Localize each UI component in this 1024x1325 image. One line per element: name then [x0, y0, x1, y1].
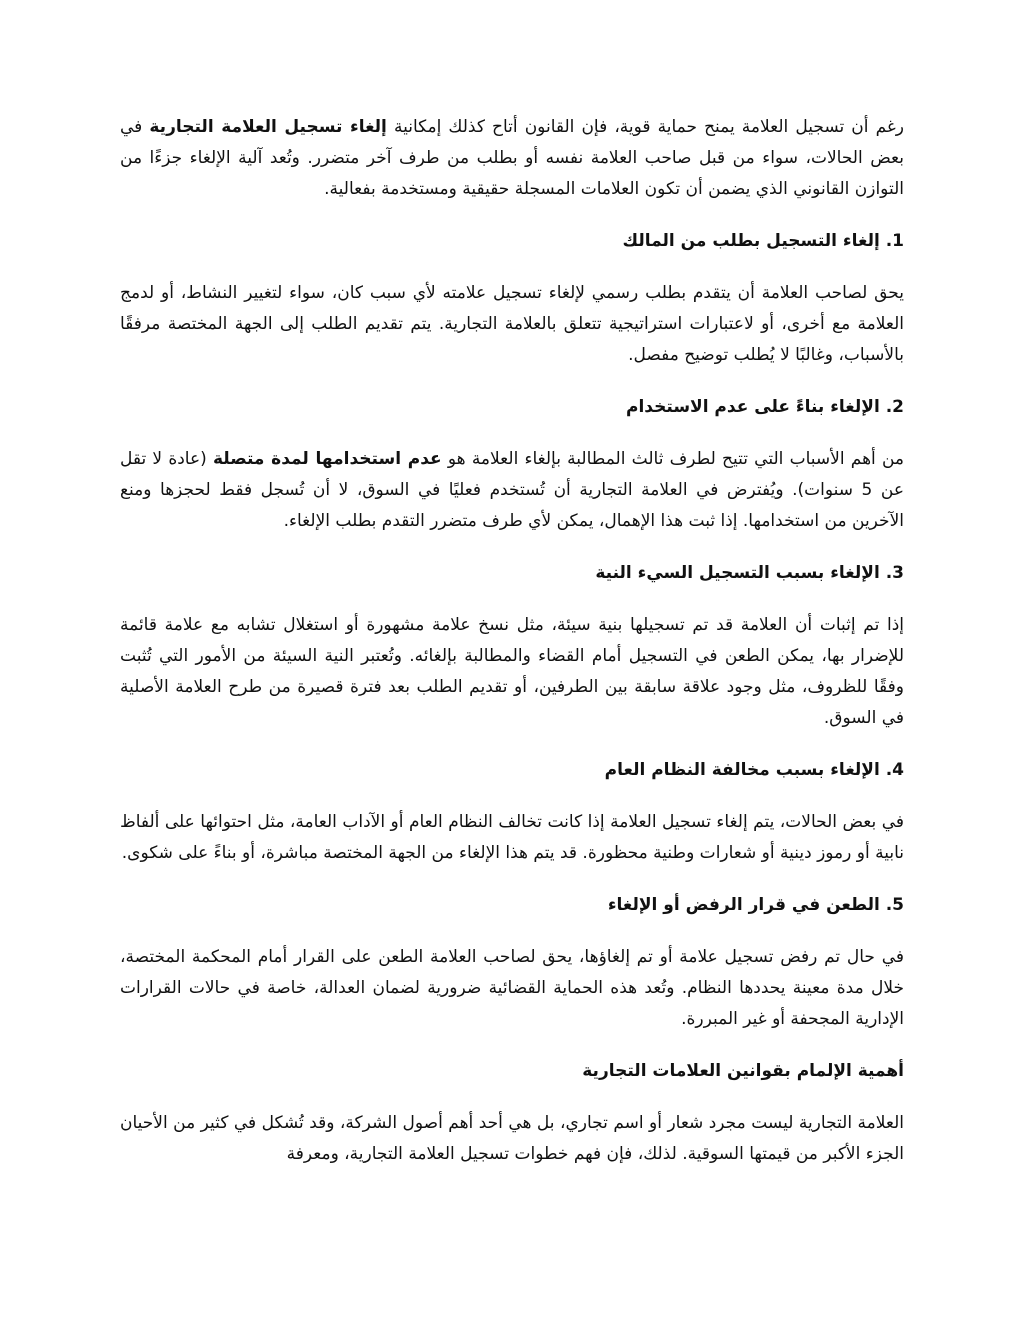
intro-text-1: رغم أن تسجيل العلامة يمنح حماية قوية، فإن القانون أتاح كذلك إمكانية [386, 117, 904, 137]
section-3-paragraph: إذا تم إثبات أن العلامة قد تم تسجيلها بنية سيئة، مثل نسخ علامة مشهورة أو استغلال تشابه مع علامة قائمة للإضرار بها، يمكن الطعن في التسجيل أمام القضاء والمطالبة بإلغائه. وتُعتبر النية السيئة من الأمور التي تُثبت وفقًا للظروف، مثل وجود علاقة سابقة بين الطرفين، أو تقديم الطلب بعد فترة قصيرة من طرح العلامة الأصلية في السوق. [120, 615, 904, 728]
section-2-text-2: (عادة لا تقل عن 5 سنوات). ويُفترض في العلامة التجارية أن تُستخدم فعليًا في السوق، لا أن تُسجل فقط لحجزها ومنع الآخرين من استخدامها. إذا ثبت هذا الإهمال، يمكن لأي طرف متضرر التقدم بطلب الإلغاء. [120, 449, 904, 531]
intro-paragraph [120, 112, 904, 205]
section-5-paragraph: في حال تم رفض تسجيل علامة أو تم إلغاؤها، يحق لصاحب العلامة الطعن على القرار أمام المحكمة المختصة، خلال مدة معينة يحددها النظام. وتُعد هذه الحماية القضائية ضرورية لضمان العدالة، خاصة في حالات القرارات الإدارية المجحفة أو غير المبررة. [120, 947, 904, 1029]
section-2-paragraph [120, 444, 904, 537]
section-3-heading: 3. الإلغاء بسبب التسجيل السيء النية [595, 563, 904, 583]
section-6-paragraph: العلامة التجارية ليست مجرد شعار أو اسم تجاري، بل هي أحد أهم أصول الشركة، وقد تُشكل في كثير من الأحيان الجزء الأكبر من قيمتها السوقية. لذلك، فإن فهم خطوات تسجيل العلامة التجارية، ومعرفة [120, 1113, 904, 1164]
document-page [120, 112, 904, 1191]
section-1-heading: 1. إلغاء التسجيل بطلب من المالك [622, 231, 904, 251]
section-6-heading: أهمية الإلمام بقوانين العلامات التجارية [582, 1061, 904, 1081]
section-2-text-1: من أهم الأسباب التي تتيح لطرف ثالث المطالبة بإلغاء العلامة هو [441, 449, 905, 469]
section-1-paragraph: يحق لصاحب العلامة أن يتقدم بطلب رسمي لإلغاء تسجيل علامته لأي سبب كان، سواء لتغيير النشاط، أو لدمج العلامة مع أخرى، أو لاعتبارات استراتيجية تتعلق بالعلامة التجارية. يتم تقديم الطلب إلى الجهة المختصة مرفقًا بالأسباب، وغالبًا لا يُطلب توضيح مفصل. [120, 283, 904, 365]
section-4-heading: 4. الإلغاء بسبب مخالفة النظام العام [604, 760, 904, 780]
intro-text-2: في بعض الحالات، سواء من قبل صاحب العلامة نفسه أو بطلب من طرف آخر متضرر. وتُعد آلية الإلغاء جزءًا من التوازن القانوني الذي يضمن أن تكون العلامات المسجلة حقيقية ومستخدمة بفعالية. [120, 117, 904, 199]
section-5-heading: 5. الطعن في قرار الرفض أو الإلغاء [607, 895, 904, 915]
intro-bold-term: إلغاء تسجيل العلامة التجارية [149, 117, 387, 137]
section-2-heading: 2. الإلغاء بناءً على عدم الاستخدام [626, 397, 904, 417]
section-4-paragraph: في بعض الحالات، يتم إلغاء تسجيل العلامة إذا كانت تخالف النظام العام أو الآداب العامة، مثل احتوائها على ألفاظ نابية أو رموز دينية أو شعارات وطنية محظورة. قد يتم هذا الإلغاء من الجهة المختصة مباشرة، أو بناءً على شكوى. [120, 812, 904, 863]
section-2-bold-term: عدم استخدامها لمدة متصلة [212, 449, 442, 469]
